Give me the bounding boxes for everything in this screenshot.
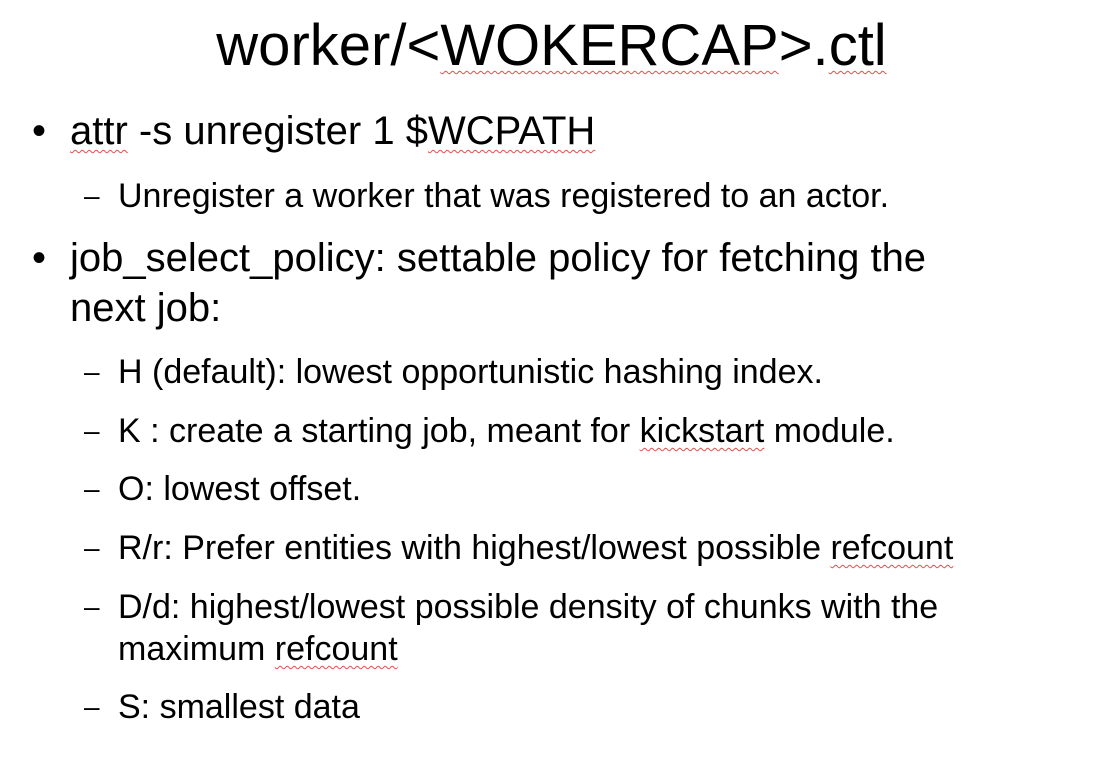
bullet-1-word-attr: attr (70, 109, 128, 153)
sub-marker-1-1: – (84, 180, 100, 211)
sub-item-2-2-after: module. (764, 412, 895, 450)
title-suffix: ctl (828, 13, 887, 78)
title-middle: >. (778, 13, 829, 78)
bullet-1-command: -s unregister 1 $ (127, 109, 428, 153)
bullet-marker-1: • (32, 109, 47, 153)
sub-marker-2-4: – (84, 532, 100, 563)
sub-item-2-5-line-1: D/d: highest/lowest possible density of chunks with the (118, 588, 939, 626)
bullet-2-line-2: next job: (70, 286, 222, 330)
sub-item-2-3: O: lowest offset. (118, 470, 362, 508)
sub-item-2-5-line-2 (118, 628, 398, 670)
sub-item-2-6: S: smallest data (118, 688, 360, 726)
bullet-marker-2: • (32, 236, 47, 280)
sub-marker-2-3: – (84, 473, 100, 504)
sub-item-2-2-before: K : create a starting job, meant for (118, 412, 640, 450)
sub-item-2-2 (118, 410, 895, 452)
sub-marker-2-2: – (84, 415, 100, 446)
sub-item-1-1: Unregister a worker that was registered to an actor. (118, 177, 890, 215)
sub-item-2-4-flagged-word: refcount (830, 529, 954, 567)
sub-item-2-5-flagged-word: refcount (274, 630, 398, 668)
slide-title (0, 10, 1103, 82)
sub-item-2-4 (118, 527, 953, 569)
sub-marker-2-1: – (84, 356, 100, 387)
bullet-1-text (70, 106, 595, 156)
sub-item-2-2-flagged-word: kickstart (639, 412, 765, 450)
sub-marker-2-5: – (84, 591, 100, 622)
bullet-1-word-wcpath: WCPATH (427, 109, 596, 153)
bullet-2-line-1: job_select_policy: settable policy for fetching the (70, 236, 927, 280)
sub-item-2-1: H (default): lowest opportunistic hashing index. (118, 353, 823, 391)
title-prefix: worker/< (216, 13, 441, 78)
sub-item-2-4-before: R/r: Prefer entities with highest/lowest possible (118, 529, 831, 567)
sub-marker-2-6: – (84, 691, 100, 722)
sub-item-2-5-line-2-before: maximum (118, 630, 275, 668)
title-misspelled-word: WOKERCAP (440, 13, 779, 78)
